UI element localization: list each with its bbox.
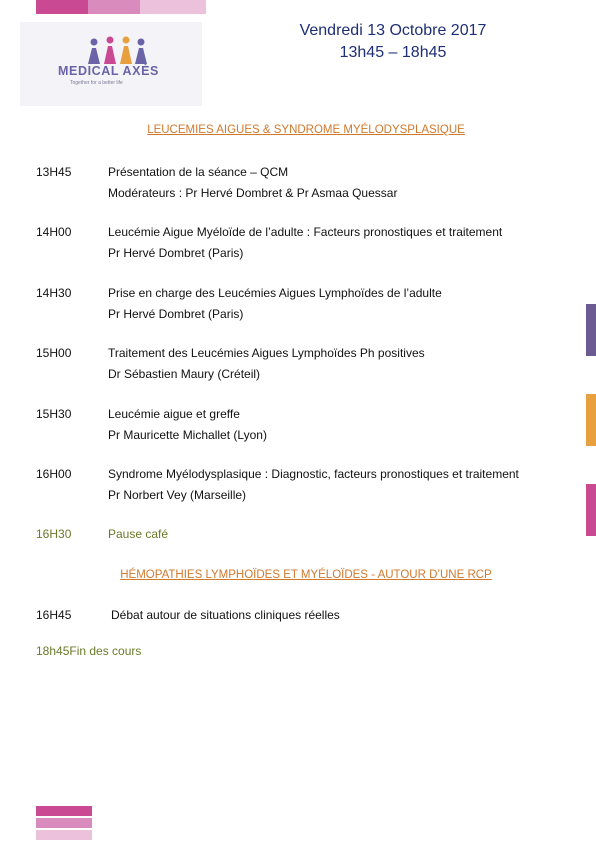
side-tab-orange: [586, 394, 596, 446]
program-title: Syndrome Myélodysplasique : Diagnostic, facteurs pronostiques et traitement: [108, 467, 519, 481]
program-time: 14H00: [36, 225, 72, 239]
logo-name: MEDICAL AXÈS: [58, 64, 159, 78]
section-title-leucemies: LEUCEMIES AIGUES & SYNDROME MYÉLODYSPLASIQUE: [147, 124, 465, 136]
medical-axes-logo: [20, 22, 202, 106]
program-speaker: Pr Hervé Dombret (Paris): [108, 306, 244, 321]
event-time: 13h45 – 18h45: [339, 44, 447, 61]
section-title-hemopathies: HÉMOPATHIES LYMPHOÏDES ET MYÉLOÏDES - AUTOUR D’UNE RCP: [120, 569, 492, 581]
program-speaker: Pr Norbert Vey (Marseille): [108, 487, 247, 502]
bottom-bar-magenta: [36, 806, 92, 816]
pause-time: 16H30: [36, 527, 72, 541]
event-header: [250, 20, 536, 64]
side-tab-magenta: [586, 484, 596, 536]
end-of-course: 18h45Fin des cours: [36, 644, 142, 658]
program-speaker: Pr Hervé Dombret (Paris): [108, 245, 244, 260]
people-logo-icon: [84, 36, 150, 66]
bottom-color-bars: [36, 806, 92, 842]
side-tab-purple: [586, 304, 596, 356]
top-bar-light-pink: [140, 0, 206, 14]
program-speaker: Modérateurs : Pr Hervé Dombret & Pr Asmaa Quessar: [108, 185, 398, 200]
pause-label: Pause café: [108, 527, 169, 541]
program-speaker: Dr Sébastien Maury (Créteil): [108, 366, 261, 381]
program-desc: [108, 162, 397, 203]
program-title: Prise en charge des Leucémies Aigues Lymphoïdes de l’adulte: [108, 286, 442, 300]
program-desc: [108, 283, 442, 324]
program-time: 13H45: [36, 165, 72, 179]
program-time: 15H30: [36, 407, 72, 421]
program-time: 14H30: [36, 286, 72, 300]
top-bar-pink: [88, 0, 140, 14]
program-title: Leucémie aigue et greffe: [108, 407, 240, 421]
debate-label: Débat autour de situations cliniques réelles: [111, 608, 340, 622]
program-title: Leucémie Aigue Myéloïde de l’adulte : Facteurs pronostiques et traitement: [108, 225, 503, 239]
event-date: Vendredi 13 Octobre 2017: [299, 22, 487, 39]
debate-time: 16H45: [36, 608, 72, 622]
program-desc: [108, 404, 267, 445]
top-bar-magenta: [36, 0, 88, 14]
program-speaker: Pr Mauricette Michallet (Lyon): [108, 427, 267, 442]
program-desc: [108, 222, 502, 263]
logo-tagline: Together for a better life: [70, 80, 123, 86]
program-title: Présentation de la séance – QCM: [108, 165, 289, 179]
program-title: Traitement des Leucémies Aigues Lymphoïdes Ph positives: [108, 346, 425, 360]
bottom-bar-pink: [36, 818, 92, 828]
top-color-bars: [36, 0, 206, 14]
program-desc: [108, 343, 425, 384]
program-time: 15H00: [36, 346, 72, 360]
program-time: 16H00: [36, 467, 72, 481]
program-desc: [108, 464, 519, 505]
bottom-bar-light-pink: [36, 830, 92, 840]
